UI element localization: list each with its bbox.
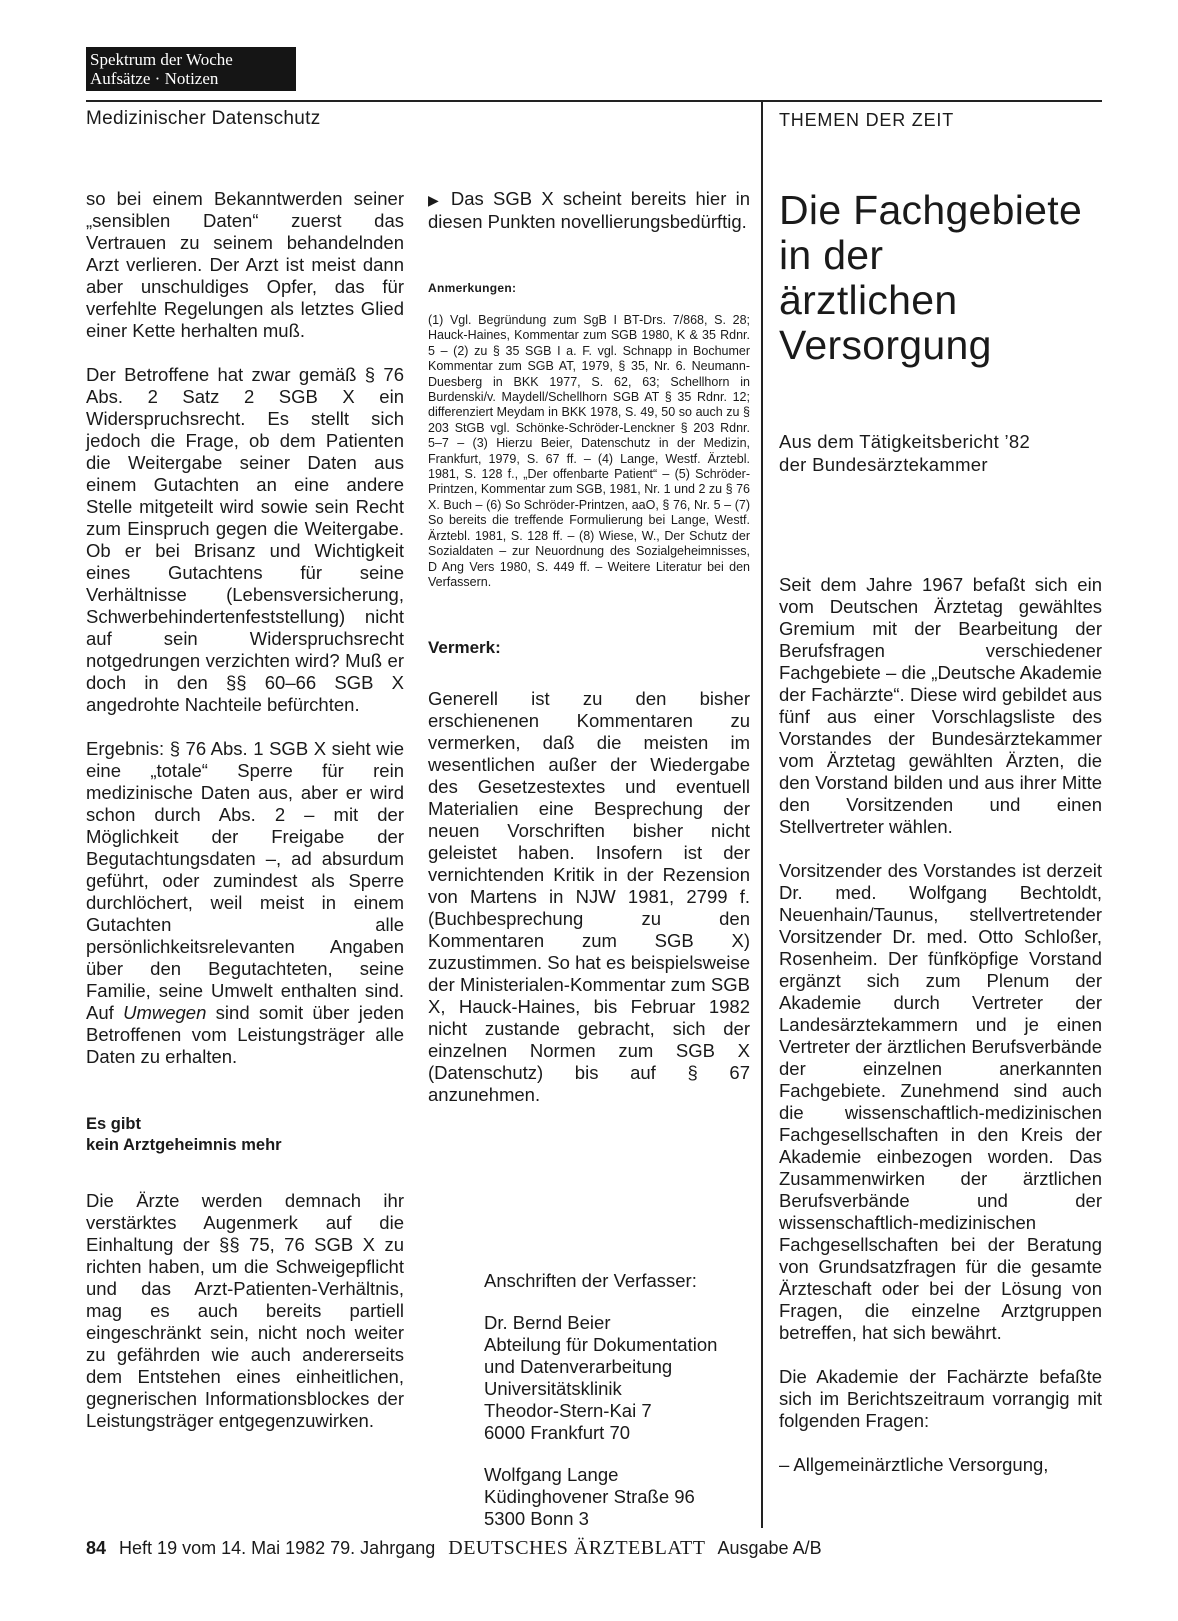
subheading-line-1: Es gibt: [86, 1115, 142, 1133]
address-line: 5300 Bonn 3: [484, 1508, 589, 1529]
notes-heading: Anmerkungen:: [428, 281, 517, 295]
column-3: [779, 188, 1102, 1476]
subtitle-line: der Bundesärztekammer: [779, 454, 988, 475]
topic-label-right: THEMEN DER ZEIT: [779, 110, 955, 130]
address-line: Abteilung für Dokumentation: [484, 1334, 718, 1355]
topic-label-left: Medizinischer Datenschutz: [86, 108, 321, 129]
address-heading: Anschriften der Verfasser:: [484, 1270, 697, 1291]
page-footer: [86, 1537, 822, 1560]
emphasis: Umwegen: [123, 1002, 207, 1023]
vermerk-heading: Vermerk:: [428, 638, 501, 658]
title-line: in der: [779, 232, 884, 278]
paragraph: Die Akademie der Fachärzte befaßte sich im Berichtszeitraum vorrangig mit folgenden Fragen:: [779, 1366, 1102, 1431]
address-line: Dr. Bernd Beier: [484, 1312, 611, 1333]
notes-text: (1) Vgl. Begründung zum SgB I BT-Drs. 7/868, S. 28; Hauck-Haines, Kommentar zum SGB 1980, K & 35 Rdnr. 5 – (2) zu § 35 SGB I a. F. vgl. Schnapp in Bochumer Kommentar zum SGB AT, 1979, § 35, Nr. 6. Neumann-Duesberg in BKK 1977, S. 62, 63; Schellhorn in Burdenski/v. Maydell/Schellhorn SGB AT § 35 Rdnr. 12; differenziert Meydam in BKK 1978, S. 49, 50 so auch zu § 203 StGB vgl. Schönke-Schröder-Lenckner § 203 Rdnr. 5–7 – (3) Hierzu Beier, Datenschutz in der Medizin, Frankfurt, 1979, S. 67 ff. – (4) Lange, Westf. Ärztebl. 1981, S. 128 f., „Der offenbarte Patient“ – (5) Schröder-Printzen, Kommentar zum SGB, 1981, Nr. 1 und 2 zu § 76 X. Buch – (6) So Schröder-Printzen, aaO, § 76, Nr. 5 – (7) So bereits die treffende Formulierung bei Lange, Westf. Ärztebl. 1981, S. 128 ff. – (8) Wiese, W., Der Schutz der Sozialdaten – zur Neuordnung des Sozialgeheimnisses, D Ang Vers 1980, S. 449 ff. – Weitere Literatur bei den Verfassern.: [428, 313, 750, 589]
paragraph: so bei einem Bekanntwerden seiner „sensiblen Daten“ zuerst das Vertrauen zu seinem behandelnden Arzt verlieren. Der Arzt ist meist dann aber unschuldiges Opfer, das für verfehlte Regelungen als letztes Glied einer Kette herhalten muß.: [86, 188, 404, 341]
section-tag-line-2: Aufsätze · Notizen: [90, 69, 219, 88]
paragraph: [428, 188, 750, 233]
address-line: und Datenverarbeitung: [484, 1356, 673, 1377]
section-tag-line-1: Spektrum der Woche: [90, 50, 233, 69]
text-run: Das SGB X scheint bereits hier in diesen Punkten novellierungsbedürftig.: [428, 188, 750, 232]
issue-info: Heft 19 vom 14. Mai 1982 79. Jahrgang: [119, 1538, 436, 1558]
article-subtitle: [779, 430, 1102, 476]
subheading-line-2: kein Arztgeheimnis mehr: [86, 1136, 282, 1154]
address-block: [484, 1312, 764, 1444]
paragraph: Seit dem Jahre 1967 befaßt sich ein vom Deutschen Ärztetag gewähltes Gremium mit der Bearbeitung der Berufsfragen verschiedener Fachgebiete – die „Deutsche Akademie der Fachärzte“. Diese wird gebildet aus fünf aus einer Vorschlagsliste des Vorstandes der Bundesärztekammer vom Ärztetag gewählten Ärzten, die den Vorstand bilden und aus ihrer Mitte den Vorsitzenden und einen Stellvertreter wählen.: [779, 574, 1102, 837]
paragraph: Der Betroffene hat zwar gemäß § 76 Abs. 2 Satz 2 SGB X ein Widerspruchsrecht. Es stellt sich jedoch die Frage, ob dem Patienten die Weitergabe seiner Daten aus einem Gutachten an eine andere Stelle mitgeteilt wird sowie sein Recht zum Einspruch gegen die Weitergabe. Ob er bei Brisanz und Wichtigkeit eines Gutachtens für seine Verhältnisse (Lebensversicherung, Schwerbehindertenfeststellung) nicht auf sein Widerspruchsrecht notgedrungen verzichten wird? Muß er doch in den §§ 60–66 SGB X angedrohte Nachteile befürchten.: [86, 364, 404, 715]
address-line: Theodor-Stern-Kai 7: [484, 1400, 652, 1421]
section-tag: [86, 47, 296, 91]
address-block: [484, 1464, 764, 1530]
address-line: Küdinghovener Straße 96: [484, 1486, 695, 1507]
address-line: 6000 Frankfurt 70: [484, 1422, 631, 1443]
text-run: Ergebnis: § 76 Abs. 1 SGB X sieht wie eine „totale“ Sperre für rein medizinische Daten aus, aber er wird schon durch Abs. 2 – mit der Möglichkeit der Freigabe der Begutachtungsdaten –, ad absurdum geführt, oder zumindest als Sperre durchlöchert, weil meist in einem Gutachten alle persönlichkeitsrelevanten Angaben über den Begutachteten, seine Familie, seine Umwelt enthalten sind. Auf: [86, 738, 404, 1023]
paragraph: Vorsitzender des Vorstandes ist derzeit Dr. med. Wolfgang Bechtoldt, Neuenhain/Taunus, stellvertretender Vorsitzender Dr. med. Otto Schloßer, Rosenheim. Der fünfköpfige Vorstand ergänzt sich zum Plenum der Akademie durch Vertreter der Landesärztekammern und je einen Vertreter der ärztlichen Berufsverbände der einzelnen anerkannten Fachgebiete. Zunehmend sind auch die wissenschaftlich-medizinischen Fachgesellschaften in den Kreis der Akademie einbezogen worden. Das Zusammenwirken der ärztlichen Berufsverbände und der wissenschaftlich-medizinischen Fachgesellschaften bei der Beratung von Grundsatzfragen für die gesamte Ärzteschaft oder bei der Lösung von Fragen, die einzelne Arztgruppen betreffen, hat sich bewährt.: [779, 860, 1102, 1343]
text-run: sind somit über jeden Betroffenen vom Leistungsträger alle Daten zu erhalten.: [86, 1002, 404, 1067]
header-rule: [86, 100, 1102, 102]
paragraph: – Allgemeinärztliche Versorgung,: [779, 1454, 1049, 1475]
title-line: Versorgung: [779, 322, 992, 368]
triangle-bullet-icon: ▶: [428, 192, 443, 208]
address-line: Wolfgang Lange: [484, 1464, 619, 1485]
author-addresses: [484, 1270, 764, 1550]
title-line: ärztlichen: [779, 277, 958, 323]
paragraph: Generell ist zu den bisher erschienenen Kommentaren zu vermerken, daß die meisten im wesentlichen außer der Wiedergabe des Gesetzestextes und eventuell Materialien eine Besprechung der neuen Vorschriften bisher nicht geleistet haben. Insofern ist der vernichtenden Kritik in der Rezension von Martens in NJW 1981, 2799 f. (Buchbesprechung zu den Kommentaren zum SGB X) zuzustimmen. So hat es beispielsweise der Ministerialen-Kommentar zum SGB X, Hauck-Haines, bis Februar 1982 nicht zustande gebracht, sich der einzelnen Normen zum SGB X (Datenschutz) bis auf § 67 anzunehmen.: [428, 688, 750, 1106]
article-title: [779, 188, 1102, 368]
column-2: [428, 188, 750, 1106]
subtitle-line: Aus dem Tätigkeitsbericht ’82: [779, 431, 1031, 452]
paragraph: Die Ärzte werden demnach ihr verstärktes Augenmerk auf die Einhaltung der §§ 75, 76 SGB X zu richten haben, um die Schweigepflicht und das Arzt-Patienten-Verhältnis, mag es auch bereits partiell eingeschränkt sein, nicht noch weiter zu gefährden wie auch andererseits dem Entstehen eines einheitlichen, gegnerischen Informationsblockes der Leistungsträger entgegenzuwirken.: [86, 1190, 404, 1431]
magazine-name: DEUTSCHES ÄRZTEBLATT: [448, 1537, 706, 1559]
section-subheading: [86, 1114, 404, 1156]
address-line: Universitätsklinik: [484, 1378, 622, 1399]
title-line: Die Fachgebiete: [779, 187, 1083, 233]
paragraph: [86, 738, 404, 1068]
edition-info: Ausgabe A/B: [717, 1538, 822, 1558]
page-number: 84: [86, 1538, 107, 1558]
column-1: [86, 188, 404, 1432]
